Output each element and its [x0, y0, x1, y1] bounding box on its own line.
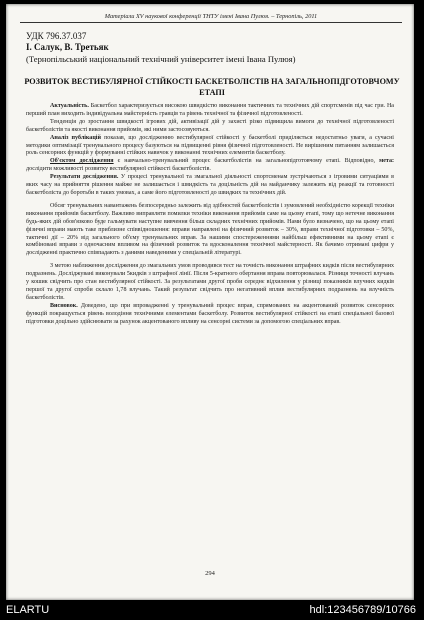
paragraph-volume: [26, 203, 394, 258]
article-body: [26, 103, 394, 326]
paragraph-results: [26, 174, 394, 198]
lead-object: Об'єктом дослідження: [50, 158, 114, 165]
text-results: У процесі тренувальної та змагальної діяльності спортсменам зустрічаються з ігровими ситуаціями в яких часу на прийняття рішення майже не залишається і швидкість та доцільність дій на майданчику залежить від реакції та готовності баскетболіста до боротьби в таких умовах, а саме його підготовленості до швидких та технічних дій.: [26, 174, 394, 196]
footer-handle: hdl:123456789/10766: [309, 604, 416, 616]
lead-conclusion: Висновок.: [50, 302, 78, 309]
document-page: [6, 4, 414, 600]
paragraph-test: [26, 263, 394, 303]
lead-goal: мета:: [379, 158, 395, 165]
text-tendency: Тенденція до зростання швидкості ігрових дій, активізації дій у захисті різко підвищила вимоги до технічної підготовленості баскетболістів та якості виконання прийомів, які ними застосовуються.: [26, 118, 394, 133]
footer-bar: [0, 600, 424, 620]
page-number: 294: [205, 570, 215, 577]
paragraph-tendency: [26, 119, 394, 135]
lead-analysis: Аналіз публікацій: [50, 134, 101, 141]
text-analysis: показав, що дослідженню вестибулярної стійкості у баскетболі приділяється недостатньо уваги, а сучасні методики оптимізації тренувального процесу базуються на підвищенні рівня фізичної підготовленості. Не вирішеним питанням залишається роль сенсорних функцій у формуванні стійких навичок у виконанні технічних елементів баскетболу.: [26, 134, 394, 157]
paragraph-object: [26, 158, 394, 174]
lead-results: Результати дослідження.: [50, 174, 119, 181]
paragraph-analysis: [26, 135, 394, 159]
text-goal: дослідити можливості розвитку вестибулярної стійкості баскетболістів.: [26, 166, 211, 173]
article-title: РОЗВИТОК ВЕСТИБУЛЯРНОЇ СТІЙКОСТІ БАСКЕТБОЛІСТІВ НА ЗАГАЛЬНОПІДГОТОВЧОМУ ЕТАПІ: [24, 77, 400, 97]
text-relevance: Баскетбол характеризується високою швидкістю виконання тактичних та технічних дій спортсменів під час гри. На перший план виходить індивідуальна майстерність гравців та рівень технічної та фізичної підготовленості.: [26, 103, 394, 117]
text-test: З метою наближення дослідження до змагальних умов проводився тест на точність виконання штрафних кидків після вестибулярних подразнень. Досліджувані виконували 5кидків з штрафної лінії. Після 5-кратного обертання вправа повторювалася. Різниця точності влучань у кошик свідчить про стан вестибулярної стійкості. За результатами другої проби середнє відхилення у різниці показників влучних кидків першої та другої спроби склало 1,78 влучань. Такий результат свідчить про негативний вплив вестибулярних подразнень на влучність баскетболістів.: [26, 263, 394, 301]
running-header: Матеріали XV наукової конференції ТНТУ імені Івана Пулюя. – Тернопіль, 2011: [20, 13, 402, 23]
authors: І. Салук, В. Третьяк: [26, 42, 109, 52]
udk-code: УДК 796.37.037: [26, 31, 87, 41]
text-object: є навчально-тренувальний процес баскетболістів на загальнопідготовчому етапі. Відповідно,: [113, 158, 376, 165]
affiliation: (Тернопільський національний технічний університет імені Івана Пулюя): [26, 54, 296, 64]
text-conclusion: Доведено, що при впровадженні у тренувальний процес вправ, спрямованих на акцентований розвиток сенсорних функцій покращується рівень володіння технічними елементами баскетболу. Розвиток вестибулярної стійкості на етапі спеціальної базової підготовки доцільно здійснювати за рахунок акцентованого впливу на сенсорні системи за допомогою спеціальних вправ.: [26, 302, 394, 325]
paragraph-relevance: [26, 103, 394, 119]
footer-source: ELARTU: [6, 604, 50, 616]
paragraph-conclusion: [26, 303, 394, 327]
lead-relevance: Актуальність.: [50, 103, 89, 109]
text-volume: Обсяг тренувальних навантажень безпосередньо залежить від здібностей баскетболістів і зумовлений необхідністю корекції техніки виконання прийомів баскетболу. Важливо виправляти помилки техніки виконання прийомів саме на цьому етапі, тому що нетечне виконання будь-яких дій обов'язково буде гальмувати наступне вивчення більш складних технічних прийомів. Нами було визначено, що на цьому етапі фізичні вправи мають таке приблизне співвідношення: вправи направлені на фізичний розвиток – 30%, вправи технічної підготовки – 50%, тактичні дії – 20% від загального об'єму тренувальних вправ. За нашими спостереженнями найбільш ефективними на цьому етапі є комбіновані вправи з одночасним впливом на фізичний розвиток та вдосконалення технічної майстерності. Як бачимо отримані цифри у дослідженні практично співпадають з даними наведеними у спеціальній літературі.: [26, 202, 394, 257]
